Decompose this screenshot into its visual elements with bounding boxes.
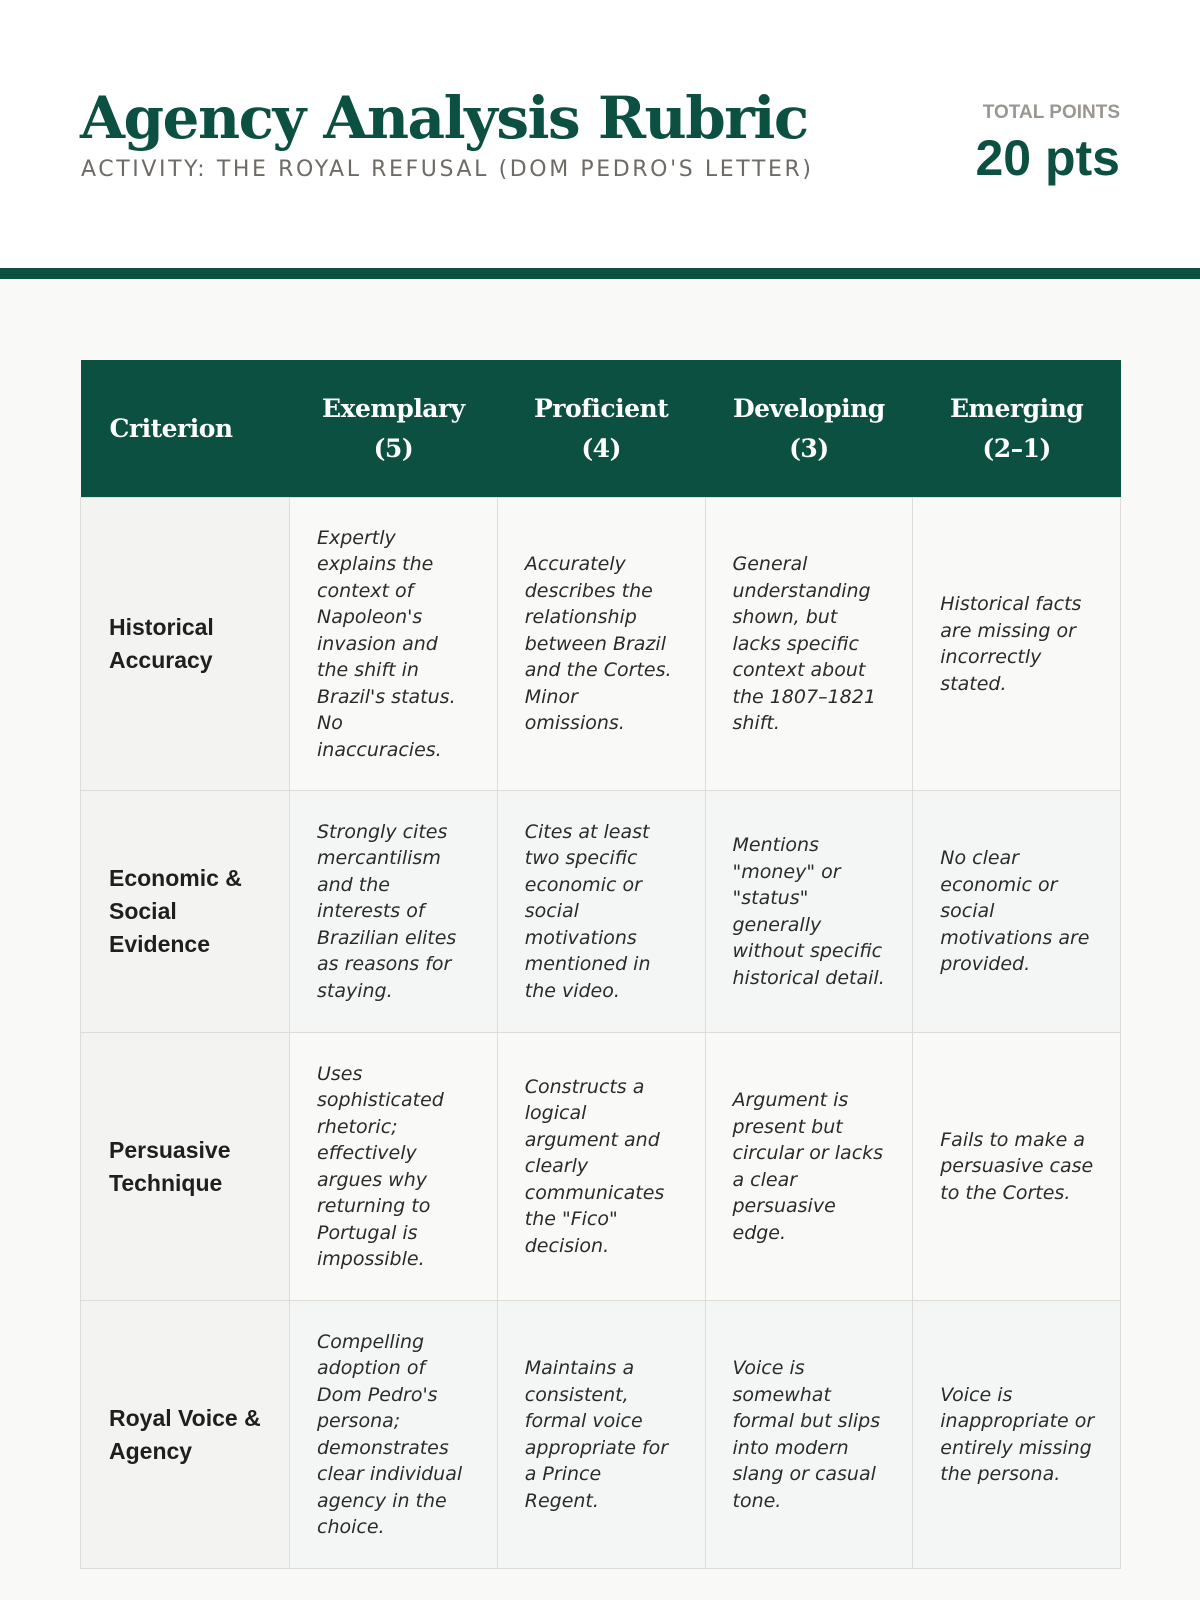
column-header-emerging bbox=[913, 360, 1121, 498]
column-header-label: Criterion bbox=[109, 413, 233, 443]
column-header-score: (3) bbox=[789, 433, 829, 463]
rubric-cell-exemplary: Uses sophisticated rhetoric; effectively argues why returning to Portugal is impossible. bbox=[290, 1033, 498, 1301]
rubric-table bbox=[80, 360, 1121, 1569]
column-header-developing bbox=[705, 360, 913, 498]
total-points-label: TOTAL POINTS bbox=[982, 102, 1120, 123]
header-row bbox=[81, 360, 1121, 498]
rubric-cell-exemplary: Compelling adoption of Dom Pedro's persona; demonstrates clear individual agency in the choice. bbox=[290, 1301, 498, 1569]
table-row bbox=[81, 1301, 1121, 1569]
column-header-score: (4) bbox=[581, 433, 621, 463]
rubric-cell-developing: Argument is present but circular or lacks a clear persuasive edge. bbox=[705, 1033, 913, 1301]
column-header-label: Developing bbox=[732, 393, 885, 423]
criterion-cell: Historical Accuracy bbox=[81, 498, 290, 791]
column-header-score: (5) bbox=[373, 433, 414, 463]
header-divider bbox=[0, 268, 1200, 279]
page-title: Agency Analysis Rubric bbox=[80, 84, 808, 152]
rubric-cell-developing: General understanding shown, but lacks specific context about the 1807–1821 shift. bbox=[705, 498, 913, 791]
rubric-cell-proficient: Accurately describes the relationship between Brazil and the Cortes. Minor omissions. bbox=[497, 498, 705, 791]
column-header-label: Proficient bbox=[534, 393, 669, 423]
column-header-proficient bbox=[497, 360, 705, 498]
rubric-cell-developing: Mentions "money" or "status" generally without specific historical detail. bbox=[705, 791, 913, 1033]
rubric-cell-emerging: Historical facts are missing or incorrectly stated. bbox=[913, 498, 1121, 791]
column-header-label: Emerging bbox=[950, 393, 1084, 423]
table-row bbox=[81, 1033, 1121, 1301]
rubric-cell-proficient: Cites at least two specific economic or social motivations mentioned in the video. bbox=[497, 791, 705, 1033]
rubric-cell-proficient: Constructs a logical argument and clearly communicates the "Fico" decision. bbox=[497, 1033, 705, 1301]
column-header-exemplary bbox=[290, 360, 498, 498]
criterion-cell: Persuasive Technique bbox=[81, 1033, 290, 1301]
criterion-cell: Royal Voice & Agency bbox=[81, 1301, 290, 1569]
total-points-value: 20 pts bbox=[975, 130, 1120, 186]
column-header-score: (2–1) bbox=[982, 433, 1051, 463]
table-row bbox=[81, 498, 1121, 791]
table-row bbox=[81, 791, 1121, 1033]
activity-subtitle: ACTIVITY: THE ROYAL REFUSAL (DOM PEDRO'S LETTER) bbox=[81, 157, 814, 182]
column-header-criterion bbox=[81, 360, 290, 498]
rubric-cell-developing: Voice is somewhat formal but slips into modern slang or casual tone. bbox=[705, 1301, 913, 1569]
rubric-cell-exemplary: Expertly explains the context of Napoleon's invasion and the shift in Brazil's status. No inaccuracies. bbox=[290, 498, 498, 791]
rubric-cell-proficient: Maintains a consistent, formal voice appropriate for a Prince Regent. bbox=[497, 1301, 705, 1569]
rubric-cell-emerging: Voice is inappropriate or entirely missing the persona. bbox=[913, 1301, 1121, 1569]
column-header-label: Exemplary bbox=[322, 393, 465, 423]
criterion-cell: Economic & Social Evidence bbox=[81, 791, 290, 1033]
rubric-cell-emerging: No clear economic or social motivations are provided. bbox=[913, 791, 1121, 1033]
header bbox=[0, 0, 1200, 268]
rubric-cell-emerging: Fails to make a persuasive case to the Cortes. bbox=[913, 1033, 1121, 1301]
rubric-cell-exemplary: Strongly cites mercantilism and the interests of Brazilian elites as reasons for staying. bbox=[290, 791, 498, 1033]
